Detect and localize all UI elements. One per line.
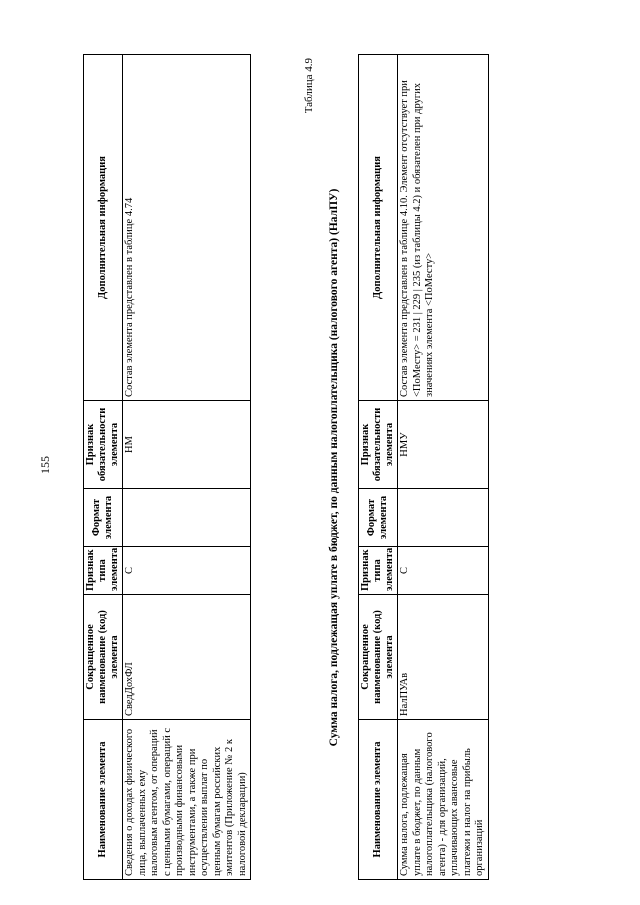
table-header-row	[84, 55, 123, 880]
header-element-name: Наименование элемента	[84, 720, 123, 880]
rotated-landscape-content	[38, 50, 598, 880]
table-header-row	[359, 55, 398, 880]
table-row	[123, 55, 251, 880]
elements-table-bottom	[358, 54, 489, 880]
table-caption: Сумма налога, подлежащая уплате в бюджет, по данным налогоплательщика (налогового агента) (НалПУ)	[328, 188, 340, 747]
header-type: Признак типа элемента	[359, 547, 398, 595]
header-type: Признак типа элемента	[84, 547, 123, 595]
cell-type: С	[123, 547, 251, 595]
header-short-code: Сокращенное наименование (код) элемента	[359, 595, 398, 720]
header-format: Формат элемента	[359, 489, 398, 547]
table-number: Таблица 4.9	[303, 58, 315, 114]
header-additional-info: Дополнительная информация	[84, 55, 123, 401]
cell-format	[123, 489, 251, 547]
header-required: Признак обязательности элемента	[359, 401, 398, 489]
cell-format	[398, 489, 489, 547]
table-row	[398, 55, 489, 880]
cell-additional-info: Состав элемента представлен в таблице 4.74	[123, 55, 251, 401]
elements-table-top	[83, 54, 251, 880]
header-additional-info: Дополнительная информация	[359, 55, 398, 401]
header-required: Признак обязательности элемента	[84, 401, 123, 489]
cell-required: НМ	[123, 401, 251, 489]
cell-short-code: НалПУАв	[398, 595, 489, 720]
cell-additional-info: Состав элемента представлен в таблице 4.10. Элемент отсутствует при <ПоМесту> = 231 | 229 | 235 (из таблицы 4.2) и обязателен при других значениях элемента <ПоМесту>	[398, 55, 489, 401]
cell-short-code: СведДохФЛ	[123, 595, 251, 720]
header-format: Формат элемента	[84, 489, 123, 547]
page-number: 155	[38, 456, 52, 474]
header-short-code: Сокращенное наименование (код) элемента	[84, 595, 123, 720]
cell-type: С	[398, 547, 489, 595]
cell-element-name: Сумма налога, подлежащая уплате в бюджет, по данным налогоплательщика (налогового агента) - для организаций, уплачивающих авансовые платежи и налог на прибыль организаций	[398, 720, 489, 880]
header-element-name: Наименование элемента	[359, 720, 398, 880]
cell-required: НМУ	[398, 401, 489, 489]
cell-element-name: Сведения о доходах физического лица, выплаченных ему налоговым агентом, от операций с ценными бумагами, операций с производными финансовыми инструментами, а также при осуществлении выплат по ценным бумагам российских эмитентов (Приложение № 2 к налоговой декларации)	[123, 720, 251, 880]
